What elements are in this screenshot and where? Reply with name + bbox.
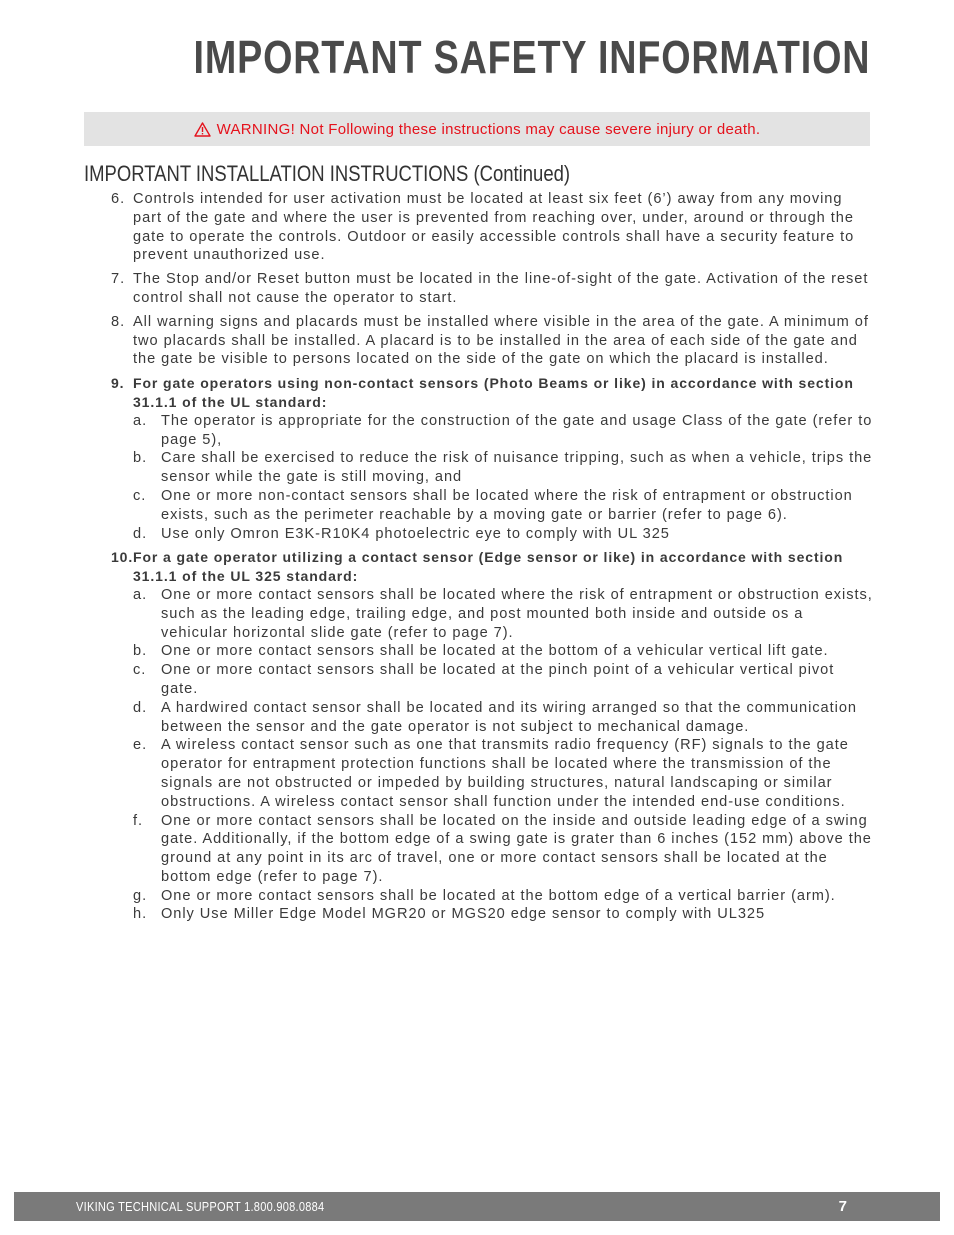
sub-item: f. One or more contact sensors shall be located on the inside and outside leading edge of a swing gate. Additionally, if the bottom edge of a swing gate is grater than 6 inches (152 mm) above the ground at any point in its arc of travel, one or more contact sensors shall be located at the bottom edge (refer to page 7). [133, 812, 872, 885]
list-item [84, 270, 874, 308]
item-text: Controls intended for user activation must be located at least six feet (6’) away from any moving part of the gate and where the user is prevented from reaching over, under, around or through the gate to operate the controls. Outdoor or easily accessible controls shall have a security feature to prevent unauthorized use. [133, 191, 855, 264]
page-title: IMPORTANT SAFETY INFORMATION [193, 31, 870, 83]
list-item [84, 548, 874, 586]
list-item [84, 190, 874, 265]
sub-item: e. A wireless contact sensor such as one that transmits radio frequency (RF) signals to the gate operator for entrapment protection functions shall be located where the transmission of the signals are not obstructed or impeded by building structures, natural landscaping or similar obstructions. A wireless contact sensor shall function under the intended end-use conditions. [133, 737, 849, 810]
footer-bar [14, 1192, 940, 1221]
item-heading: For a gate operator utilizing a contact sensor (Edge sensor or like) in accordance with section 31.1.1 of the UL 325 standard: [133, 549, 844, 585]
sub-item: c. One or more non-contact sensors shall be located where the risk of entrapment or obstruction exists, such as the perimeter reachable by a moving gate or barrier (refer to page 6). [133, 487, 853, 523]
section-heading: IMPORTANT INSTALLATION INSTRUCTIONS (Continued) [84, 161, 571, 186]
list-item [84, 313, 874, 369]
warning-triangle-icon [194, 122, 211, 137]
item-heading: For gate operators using non-contact sensors (Photo Beams or like) in accordance with section 31.1.1 of the UL standard: [133, 375, 854, 410]
sub-item: d. Use only Omron E3K-R10K4 photoelectric eye to comply with UL 325 [133, 525, 670, 542]
sub-item: c. One or more contact sensors shall be located at the pinch point of a vehicular vertical pivot gate. [133, 662, 835, 697]
sub-item: b. Care shall be exercised to reduce the risk of nuisance tripping, such as when a vehicle, trips the sensor while the gate is still moving, and [133, 450, 873, 486]
item-text: All warning signs and placards must be installed where visible in the area of the gate. A minimum of two placards shall be installed. A placard is to be installed in the area of each side of the gate and the gate be visible to persons located on the side of the gate on which the placard is installed. [133, 313, 869, 368]
sub-item: h. Only Use Miller Edge Model MGR20 or MGS20 edge sensor to comply with UL325 [133, 906, 766, 923]
warning-text: WARNING! Not Following these instructions may cause severe injury or death. [216, 120, 761, 138]
page-number: 7 [838, 1198, 847, 1215]
warning-banner [84, 112, 870, 146]
instructions-list [84, 190, 874, 924]
support-phone: VIKING TECHNICAL SUPPORT 1.800.908.0884 [76, 1199, 325, 1214]
item-text: The Stop and/or Reset button must be located in the line-of-sight of the gate. Activation of the reset control shall not cause the operator to start. [133, 271, 869, 306]
sub-item: a. The operator is appropriate for the construction of the gate and usage Class of the gate (refer to page 5), [133, 412, 873, 448]
item-number: 6. [111, 191, 126, 207]
item-number: 10. [111, 549, 134, 566]
sub-item: d. A hardwired contact sensor shall be located and its wiring arranged so that the communication between the sensor and the gate operator is not subject to mechanical damage. [133, 699, 857, 735]
item-number: 9. [111, 375, 125, 392]
sub-item: g. One or more contact sensors shall be located at the bottom edge of a vertical barrier (arm). [133, 887, 836, 904]
item-number: 8. [111, 313, 126, 330]
sub-item: b. One or more contact sensors shall be located at the bottom of a vehicular vertical lift gate. [133, 643, 829, 660]
sub-item: a. One or more contact sensors shall be located where the risk of entrapment or obstruction exists, such as the leading edge, trailing edge, and post mounted both inside and outside os a vehicular horizontal slide gate (refer to page 7). [133, 586, 873, 641]
item-number: 7. [111, 271, 126, 288]
list-item [84, 374, 874, 412]
